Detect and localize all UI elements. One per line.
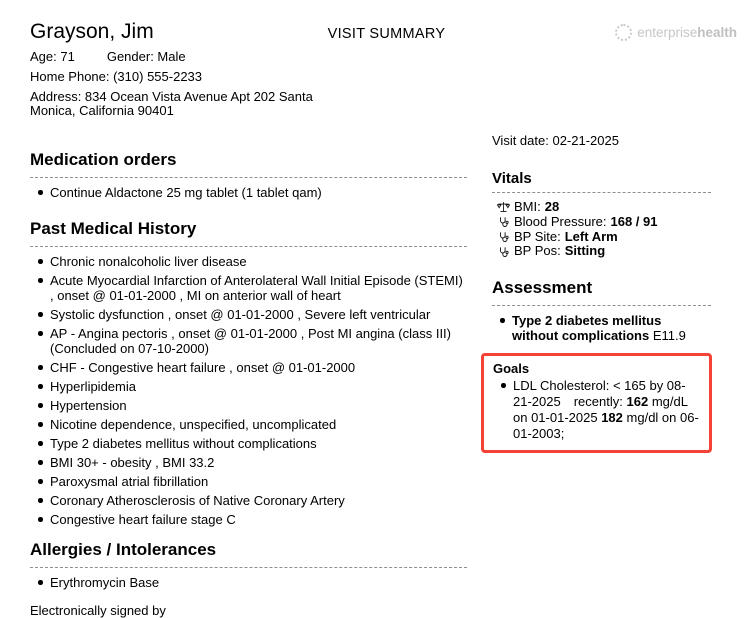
vital-row-blood-pressure bbox=[497, 215, 711, 230]
home-phone-line: Home Phone: (310) 555-2233 bbox=[30, 69, 203, 84]
vital-value: 168 / 91 bbox=[610, 213, 658, 229]
assessment-heading: Assessment bbox=[492, 278, 711, 306]
enterprise-health-logo bbox=[615, 24, 737, 41]
list-item: Hyperlipidemia bbox=[30, 379, 467, 394]
goal-value-1: 162 bbox=[626, 394, 649, 410]
gender-value: Gender: Male bbox=[106, 49, 186, 64]
vital-value: Left Arm bbox=[564, 228, 618, 244]
goal-recently-label: recently: bbox=[573, 394, 623, 410]
list-item: Continue Aldactone 25 mg tablet (1 tablet qam) bbox=[30, 185, 467, 200]
goals-list bbox=[493, 378, 703, 442]
diagnosis-text: Type 2 diabetes mellitus without complications bbox=[512, 313, 662, 344]
age-value: Age: 71 bbox=[30, 49, 75, 64]
scale-icon bbox=[497, 201, 510, 213]
list-item: Paroxysmal atrial fibrillation bbox=[30, 474, 467, 489]
allergies-section bbox=[30, 540, 467, 590]
logo-circle-icon bbox=[615, 24, 632, 41]
signature-line: Electronically signed by bbox=[30, 603, 166, 618]
vital-row-bp-pos bbox=[497, 244, 711, 259]
vitals-heading: Vitals bbox=[492, 170, 711, 193]
list-item: Chronic nonalcoholic liver disease bbox=[30, 254, 467, 269]
goal-target-text: LDL Cholesterol: < 165 by 08-21-2025 bbox=[513, 378, 686, 410]
medication-orders-heading: Medication orders bbox=[30, 150, 467, 178]
list-item: CHF - Congestive heart failure , onset @ 01-01-2000 bbox=[30, 360, 467, 375]
past-medical-history-heading: Past Medical History bbox=[30, 219, 467, 247]
vital-row-bmi bbox=[497, 200, 711, 215]
document-title: VISIT SUMMARY bbox=[327, 26, 446, 42]
vitals-section bbox=[492, 170, 711, 259]
past-medical-history-list bbox=[30, 254, 467, 527]
list-item: Congestive heart failure stage C bbox=[30, 512, 467, 527]
list-item: Hypertension bbox=[30, 398, 467, 413]
list-item: Coronary Atherosclerosis of Native Coronary Artery bbox=[30, 493, 467, 508]
stethoscope-icon bbox=[497, 231, 510, 243]
vital-value: 28 bbox=[544, 199, 560, 214]
vital-row-bp-site bbox=[497, 230, 711, 245]
list-item bbox=[493, 378, 703, 442]
list-item: Type 2 diabetes mellitus without complications bbox=[30, 436, 467, 451]
vital-value: Sitting bbox=[564, 243, 606, 259]
goals-highlight-box bbox=[481, 353, 712, 453]
age-gender-line bbox=[30, 50, 315, 64]
stethoscope-icon bbox=[497, 246, 510, 258]
list-item: Systolic dysfunction , onset @ 01-01-2000 , Severe left ventricular bbox=[30, 307, 467, 322]
medication-orders-list bbox=[30, 185, 467, 200]
right-column bbox=[492, 133, 711, 453]
goal-value-2: 182 bbox=[601, 410, 623, 426]
goals-heading: Goals bbox=[493, 361, 530, 377]
list-item: BMI 30+ - obesity , BMI 33.2 bbox=[30, 455, 467, 470]
vital-label: BMI: bbox=[514, 199, 541, 214]
diagnosis-code: E11.9 bbox=[652, 328, 686, 344]
vital-label: Blood Pressure: bbox=[514, 213, 607, 229]
list-item: Nicotine dependence, unspecified, uncomplicated bbox=[30, 417, 467, 432]
address-line: Address: 834 Ocean Vista Avenue Apt 202 Santa Monica, California 90401 bbox=[30, 89, 313, 118]
patient-demographics bbox=[30, 50, 315, 124]
assessment-section bbox=[492, 278, 711, 343]
stethoscope-icon bbox=[497, 216, 510, 228]
patient-name: Grayson, Jim bbox=[30, 20, 154, 43]
list-item bbox=[492, 313, 711, 343]
medication-orders-section bbox=[30, 150, 467, 200]
assessment-list bbox=[492, 313, 711, 343]
left-column bbox=[30, 150, 467, 618]
list-item: Acute Myocardial Infarction of Anterolateral Wall Initial Episode (STEMI) , onset @ 01-01-2000 , MI on anterior wall of heart bbox=[30, 273, 467, 303]
vital-label: BP Site: bbox=[514, 228, 561, 244]
allergies-heading: Allergies / Intolerances bbox=[30, 540, 467, 568]
list-item: AP - Angina pectoris , onset @ 01-01-2000 , Post MI angina (class III) (Concluded on 07-10-2000) bbox=[30, 326, 467, 356]
visit-date: Visit date: 02-21-2025 bbox=[492, 133, 619, 148]
list-item: Erythromycin Base bbox=[30, 575, 467, 590]
logo-text: enterprisehealth bbox=[637, 25, 737, 40]
goal-value-2-context: mg/dl on 06-01-2003; bbox=[513, 410, 699, 442]
past-medical-history-section bbox=[30, 219, 467, 527]
allergies-list bbox=[30, 575, 467, 590]
goal-value-1-context: mg/dL on 01-01-2025 bbox=[513, 394, 688, 426]
vitals-list bbox=[492, 200, 711, 259]
vital-label: BP Pos: bbox=[514, 243, 561, 259]
